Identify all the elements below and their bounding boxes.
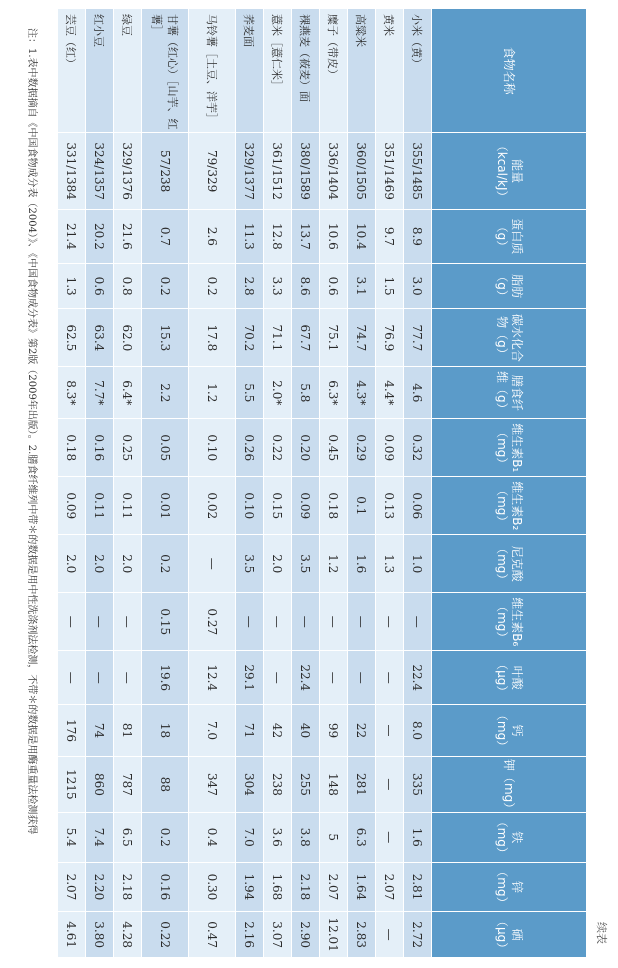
value-cell: 0.11	[86, 477, 114, 535]
table-row	[264, 9, 292, 958]
value-cell: 8.6	[292, 263, 320, 309]
value-cell: 0.15	[264, 477, 292, 535]
value-cell: 0.09	[292, 477, 320, 535]
value-cell: 3.07	[264, 912, 292, 958]
value-cell: 13.7	[292, 209, 320, 263]
value-cell: 22.4	[404, 651, 432, 705]
value-cell: 81	[114, 705, 142, 757]
food-name-cell: 裸燕麦（莜麦）面	[292, 9, 320, 133]
column-header: 尼克酸（mg）	[432, 535, 587, 593]
food-name-cell: 小米（黄）	[404, 9, 432, 133]
value-cell: 0.30	[189, 862, 236, 912]
value-cell: —	[348, 651, 376, 705]
value-cell: 5	[320, 812, 348, 862]
value-cell: 361/1512	[264, 133, 292, 210]
value-cell: 2.0	[114, 535, 142, 593]
value-cell: 2.8	[236, 263, 264, 309]
value-cell: 6.4*	[114, 367, 142, 419]
value-cell: 12.8	[264, 209, 292, 263]
food-name-cell: 绿豆	[114, 9, 142, 133]
value-cell: —	[376, 651, 404, 705]
value-cell: 0.10	[189, 419, 236, 477]
value-cell: 88	[142, 756, 189, 812]
value-cell: 3.5	[292, 535, 320, 593]
value-cell: 1.0	[404, 535, 432, 593]
value-cell: 0.2	[189, 263, 236, 309]
value-cell: 0.11	[114, 477, 142, 535]
table-row	[376, 9, 404, 958]
table-body	[58, 9, 432, 958]
value-cell: 1.2	[320, 535, 348, 593]
value-cell: —	[86, 593, 114, 651]
value-cell: 0.05	[142, 419, 189, 477]
value-cell: 4.61	[58, 912, 86, 958]
table-row	[320, 9, 348, 958]
value-cell: 0.18	[58, 419, 86, 477]
food-name-cell: 薏米［薏仁米］	[264, 9, 292, 133]
food-name-cell: 芸豆（红）	[58, 9, 86, 133]
column-header: 维生素B₆（mg）	[432, 593, 587, 651]
value-cell: —	[114, 651, 142, 705]
value-cell: 281	[348, 756, 376, 812]
column-header: 硒（μg）	[432, 912, 587, 958]
table-row	[404, 9, 432, 958]
value-cell: 0.6	[86, 263, 114, 309]
value-cell: 0.16	[86, 419, 114, 477]
value-cell: 2.6	[189, 209, 236, 263]
value-cell: 7.0	[189, 705, 236, 757]
table-row	[348, 9, 376, 958]
value-cell: —	[58, 593, 86, 651]
value-cell: 5.5	[236, 367, 264, 419]
value-cell: 1.94	[236, 862, 264, 912]
value-cell: 12.4	[189, 651, 236, 705]
food-name-cell: 黄米	[376, 9, 404, 133]
continued-label: 续表	[595, 922, 608, 944]
value-cell: 2.16	[236, 912, 264, 958]
value-cell: 0.1	[348, 477, 376, 535]
value-cell: 355/1485	[404, 133, 432, 210]
value-cell: 380/1589	[292, 133, 320, 210]
value-cell: 18	[142, 705, 189, 757]
value-cell: 2.0	[86, 535, 114, 593]
value-cell: 2.2	[142, 367, 189, 419]
value-cell: 15.3	[142, 309, 189, 367]
column-header: 能量（kcal/kJ）	[432, 133, 587, 210]
value-cell: 329/1376	[114, 133, 142, 210]
value-cell: 148	[320, 756, 348, 812]
column-header: 锌（mg）	[432, 862, 587, 912]
value-cell: 1.68	[264, 862, 292, 912]
value-cell: 0.47	[189, 912, 236, 958]
food-name-cell: 糜子（带皮）	[320, 9, 348, 133]
header-row	[432, 9, 587, 958]
value-cell: 6.5	[114, 812, 142, 862]
table-row	[292, 9, 320, 958]
value-cell: —	[114, 593, 142, 651]
value-cell: 2.07	[320, 862, 348, 912]
value-cell: 71.1	[264, 309, 292, 367]
value-cell: 62.0	[114, 309, 142, 367]
value-cell: 0.7	[142, 209, 189, 263]
value-cell: —	[86, 651, 114, 705]
column-header: 维生素B₁（mg）	[432, 419, 587, 477]
value-cell: 2.81	[404, 862, 432, 912]
value-cell: 2.83	[348, 912, 376, 958]
value-cell: 0.4	[189, 812, 236, 862]
table-row	[58, 9, 86, 958]
value-cell: 335	[404, 756, 432, 812]
value-cell: 3.1	[348, 263, 376, 309]
column-header: 铁（mg）	[432, 812, 587, 862]
value-cell: 21.6	[114, 209, 142, 263]
value-cell: 787	[114, 756, 142, 812]
value-cell: 324/1357	[86, 133, 114, 210]
value-cell: 0.15	[142, 593, 189, 651]
value-cell: 360/1505	[348, 133, 376, 210]
table-row	[86, 9, 114, 958]
value-cell: 57/238	[142, 133, 189, 210]
value-cell: 70.2	[236, 309, 264, 367]
value-cell: 0.2	[142, 812, 189, 862]
value-cell: 331/1384	[58, 133, 86, 210]
value-cell: 304	[236, 756, 264, 812]
value-cell: 0.06	[404, 477, 432, 535]
value-cell: 351/1469	[376, 133, 404, 210]
value-cell: 2.07	[58, 862, 86, 912]
value-cell: 77.7	[404, 309, 432, 367]
value-cell: 0.6	[320, 263, 348, 309]
value-cell: 2.18	[292, 862, 320, 912]
value-cell: 0.20	[292, 419, 320, 477]
value-cell: 0.22	[264, 419, 292, 477]
value-cell: 0.01	[142, 477, 189, 535]
value-cell: 29.1	[236, 651, 264, 705]
value-cell: 8.9	[404, 209, 432, 263]
value-cell: 4.28	[114, 912, 142, 958]
column-header: 维生素B₂（mg）	[432, 477, 587, 535]
value-cell: —	[264, 593, 292, 651]
value-cell: 2.72	[404, 912, 432, 958]
value-cell: 1.3	[376, 535, 404, 593]
value-cell: 19.6	[142, 651, 189, 705]
value-cell: 2.0	[58, 535, 86, 593]
value-cell: —	[292, 593, 320, 651]
value-cell: 7.7*	[86, 367, 114, 419]
column-header: 蛋白质（g）	[432, 209, 587, 263]
value-cell: —	[348, 593, 376, 651]
value-cell: 42	[264, 705, 292, 757]
column-header: 脂肪（g）	[432, 263, 587, 309]
value-cell: 40	[292, 705, 320, 757]
column-header: 食物名称	[432, 9, 587, 133]
value-cell: 6.3*	[320, 367, 348, 419]
value-cell: —	[376, 756, 404, 812]
value-cell: 0.16	[142, 862, 189, 912]
value-cell: 79/329	[189, 133, 236, 210]
value-cell: 3.80	[86, 912, 114, 958]
table-row	[189, 9, 236, 958]
column-header: 钙（mg）	[432, 705, 587, 757]
value-cell: 11.3	[236, 209, 264, 263]
value-cell: 6.3	[348, 812, 376, 862]
value-cell: 0.2	[142, 535, 189, 593]
value-cell: 0.25	[114, 419, 142, 477]
value-cell: 71	[236, 705, 264, 757]
value-cell: —	[236, 593, 264, 651]
value-cell: 99	[320, 705, 348, 757]
value-cell: 63.4	[86, 309, 114, 367]
value-cell: 0.29	[348, 419, 376, 477]
value-cell: 1.3	[58, 263, 86, 309]
value-cell: 0.10	[236, 477, 264, 535]
value-cell: 5.4	[58, 812, 86, 862]
value-cell: 347	[189, 756, 236, 812]
value-cell: 4.3*	[348, 367, 376, 419]
food-name-cell: 红小豆	[86, 9, 114, 133]
value-cell: 0.18	[320, 477, 348, 535]
value-cell: 67.7	[292, 309, 320, 367]
value-cell: 2.07	[376, 862, 404, 912]
value-cell: 12.01	[320, 912, 348, 958]
column-header: 碳水化合物（g）	[432, 309, 587, 367]
value-cell: 1.64	[348, 862, 376, 912]
value-cell: 75.1	[320, 309, 348, 367]
value-cell: 1215	[58, 756, 86, 812]
food-name-cell: 高粱米	[348, 9, 376, 133]
value-cell: —	[376, 593, 404, 651]
food-name-cell: 马铃薯［土豆、洋芋］	[189, 9, 236, 133]
table-row	[114, 9, 142, 958]
value-cell: 860	[86, 756, 114, 812]
value-cell: 238	[264, 756, 292, 812]
value-cell: 3.5	[236, 535, 264, 593]
value-cell: 1.5	[376, 263, 404, 309]
value-cell: 255	[292, 756, 320, 812]
value-cell: —	[189, 535, 236, 593]
value-cell: —	[404, 593, 432, 651]
value-cell: 0.13	[376, 477, 404, 535]
value-cell: 4.6	[404, 367, 432, 419]
value-cell: 0.22	[142, 912, 189, 958]
value-cell: 74	[86, 705, 114, 757]
value-cell: 9.7	[376, 209, 404, 263]
value-cell: 10.6	[320, 209, 348, 263]
value-cell: 2.90	[292, 912, 320, 958]
value-cell: 62.5	[58, 309, 86, 367]
value-cell: 0.32	[404, 419, 432, 477]
value-cell: —	[58, 651, 86, 705]
value-cell: 176	[58, 705, 86, 757]
column-header: 钾（mg）	[432, 756, 587, 812]
food-name-cell: 甘薯（红心）［山芋、红薯］	[142, 9, 189, 133]
value-cell: —	[320, 651, 348, 705]
value-cell: 0.27	[189, 593, 236, 651]
value-cell: 0.2	[142, 263, 189, 309]
value-cell: 22	[348, 705, 376, 757]
value-cell: 22.4	[292, 651, 320, 705]
value-cell: —	[320, 593, 348, 651]
value-cell: —	[376, 912, 404, 958]
value-cell: 20.2	[86, 209, 114, 263]
table-row	[142, 9, 189, 958]
value-cell: 17.8	[189, 309, 236, 367]
value-cell: 8.0	[404, 705, 432, 757]
value-cell: 336/1404	[320, 133, 348, 210]
table-footnote: 注：1.表中数据摘自《中国食物成分表（2004）》、《中国食物成分表》第2版（2009年出版）。2.膳食纤维列中带＊的数据是用中性洗涤剂法检测，不带＊的数据是用酶重量法检测获得	[26, 28, 37, 835]
column-header: 叶酸（μg）	[432, 651, 587, 705]
value-cell: 3.3	[264, 263, 292, 309]
value-cell: 3.0	[404, 263, 432, 309]
value-cell: 1.6	[404, 812, 432, 862]
value-cell: 0.02	[189, 477, 236, 535]
value-cell: 0.26	[236, 419, 264, 477]
value-cell: 0.09	[58, 477, 86, 535]
table-row	[236, 9, 264, 958]
value-cell: 1.2	[189, 367, 236, 419]
value-cell: 0.45	[320, 419, 348, 477]
value-cell: 3.6	[264, 812, 292, 862]
column-header: 膳食纤维（g）	[432, 367, 587, 419]
value-cell: —	[376, 812, 404, 862]
nutrition-table	[57, 8, 587, 958]
value-cell: 3.8	[292, 812, 320, 862]
value-cell: 329/1377	[236, 133, 264, 210]
value-cell: 74.7	[348, 309, 376, 367]
value-cell: 2.0	[264, 535, 292, 593]
value-cell: 2.18	[114, 862, 142, 912]
value-cell: —	[376, 705, 404, 757]
value-cell: 7.4	[86, 812, 114, 862]
value-cell: 8.3*	[58, 367, 86, 419]
value-cell: 7.0	[236, 812, 264, 862]
value-cell: 10.4	[348, 209, 376, 263]
value-cell: 0.09	[376, 419, 404, 477]
value-cell: 2.0*	[264, 367, 292, 419]
value-cell: 0.8	[114, 263, 142, 309]
value-cell: 21.4	[58, 209, 86, 263]
value-cell: 2.20	[86, 862, 114, 912]
food-name-cell: 荞麦面	[236, 9, 264, 133]
value-cell: —	[264, 651, 292, 705]
value-cell: 4.4*	[376, 367, 404, 419]
value-cell: 1.6	[348, 535, 376, 593]
value-cell: 76.9	[376, 309, 404, 367]
value-cell: 5.8	[292, 367, 320, 419]
